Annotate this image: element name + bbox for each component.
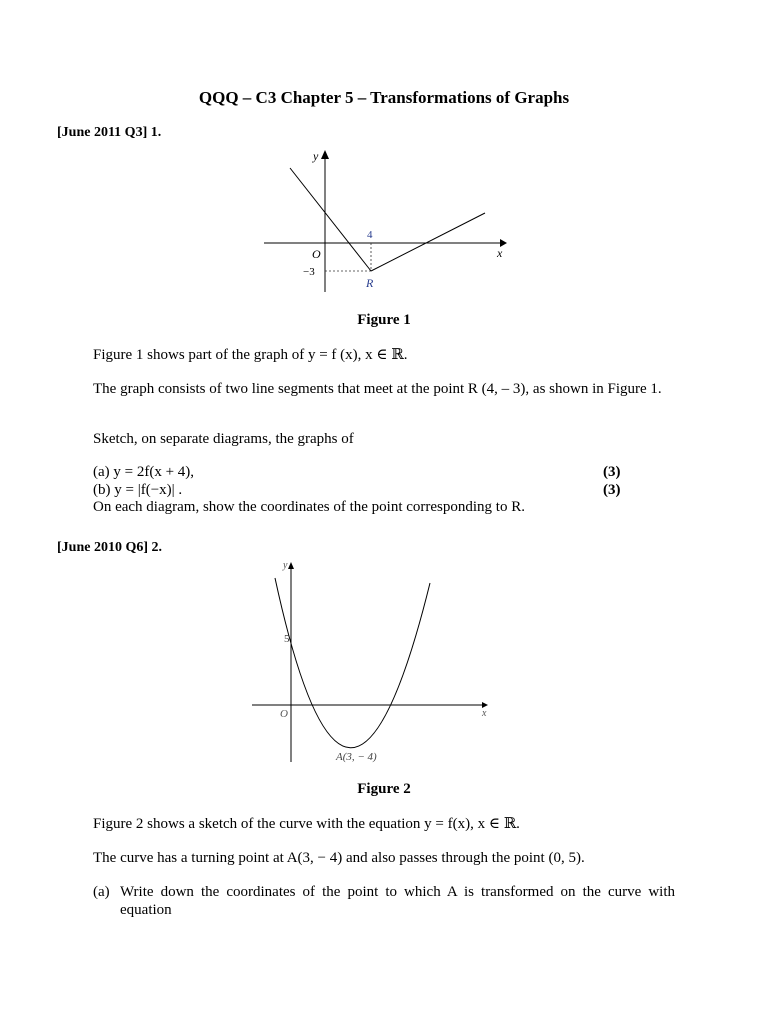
y-axis-label: y — [313, 149, 319, 163]
x-axis-label: x — [497, 246, 503, 260]
q1-part-a-text: (a) y = 2f(x + 4), — [93, 464, 195, 480]
q1-part-b-marks: (3) — [603, 482, 621, 498]
q1-text-1: Figure 1 shows part of the graph of y = f (x), x ∈ ℝ. — [93, 347, 408, 363]
q1-text-2: The graph consists of two line segments that meet at the point R (4, – 3), as shown in Figure 1. — [93, 381, 662, 397]
q1-part-a-marks: (3) — [603, 464, 621, 480]
x-axis-label-2: x — [482, 708, 487, 719]
question-2-heading: [June 2010 Q6] 2. — [57, 540, 162, 555]
question-1-heading: [June 2011 Q3] 1. — [57, 125, 162, 140]
figure-1-caption: Figure 1 — [357, 312, 411, 328]
tick-y-label-2: 5 — [284, 633, 290, 645]
q2-part-a-label: (a) — [93, 884, 110, 900]
parabola-curve — [275, 578, 430, 748]
origin-label: O — [312, 247, 321, 261]
q2-part-a-text: Write down the coordinates of the point to which A is transformed on the curve with equation — [120, 884, 675, 918]
point-r-label: R — [366, 276, 374, 290]
origin-label-2: O — [280, 708, 288, 720]
page-title: QQQ – C3 Chapter 5 – Transformations of Graphs — [198, 88, 570, 107]
figure-2-caption: Figure 2 — [357, 781, 411, 797]
q1-text-3: Sketch, on separate diagrams, the graphs of — [93, 431, 354, 447]
q1-part-b-text: (b) y = |f(−x)| . — [93, 482, 183, 498]
point-a-label: A(3, − 4) — [336, 751, 377, 763]
tick-y-label: −3 — [303, 266, 315, 278]
tick-x-label: 4 — [367, 229, 373, 241]
q2-text-1: Figure 2 shows a sketch of the curve with the equation y = f(x), x ∈ ℝ. — [93, 816, 520, 832]
q2-text-2: The curve has a turning point at A(3, − 4) and also passes through the point (0, 5). — [93, 850, 585, 866]
q1-text-4: On each diagram, show the coordinates of the point corresponding to R. — [93, 499, 525, 515]
y-axis-label-2: y — [283, 560, 288, 571]
